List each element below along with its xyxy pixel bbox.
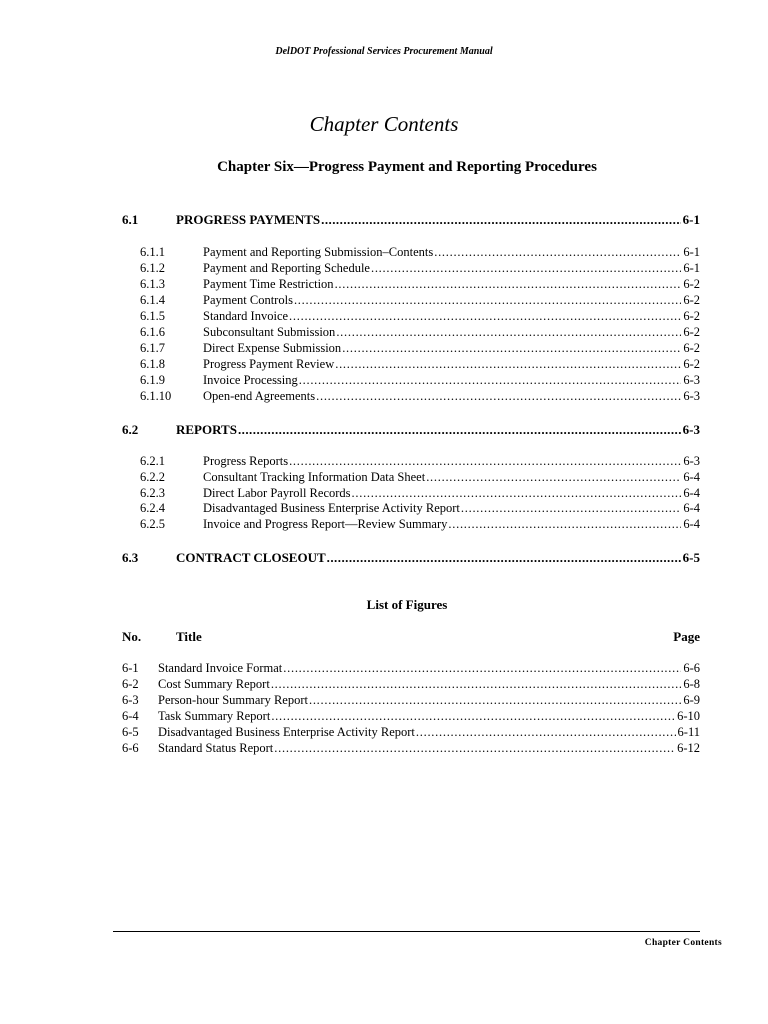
dot-leader bbox=[289, 309, 681, 324]
figure-number: 6-3 bbox=[122, 693, 139, 707]
toc-item-6-1-4[interactable] bbox=[140, 293, 700, 308]
item-page: 6-1 bbox=[683, 261, 700, 275]
item-page: 6-2 bbox=[683, 325, 700, 339]
dot-leader bbox=[426, 470, 681, 485]
dot-leader bbox=[335, 357, 681, 372]
item-page: 6-3 bbox=[683, 454, 700, 468]
item-title: Payment and Reporting Schedule bbox=[203, 261, 370, 275]
dot-leader bbox=[289, 454, 681, 469]
item-number: 6.2.1 bbox=[140, 454, 165, 468]
section-number: 6.1 bbox=[122, 212, 139, 227]
item-number: 6.1.1 bbox=[140, 245, 165, 259]
figure-title: Standard Invoice Format bbox=[158, 661, 283, 675]
figure-row-6-2[interactable] bbox=[122, 677, 700, 692]
column-header-page: Page bbox=[673, 629, 700, 644]
item-title: Disadvantaged Business Enterprise Activity Report bbox=[203, 501, 460, 515]
item-title: Standard Invoice bbox=[203, 309, 289, 323]
dot-leader bbox=[299, 373, 682, 388]
item-title: Direct Labor Payroll Records bbox=[203, 486, 351, 500]
dot-leader bbox=[448, 517, 681, 532]
dot-leader bbox=[309, 693, 681, 708]
toc-item-6-1-3[interactable] bbox=[140, 277, 700, 292]
figure-row-6-6[interactable] bbox=[122, 741, 700, 756]
item-page: 6-4 bbox=[683, 501, 700, 515]
item-title: Direct Expense Submission bbox=[203, 341, 342, 355]
dot-leader bbox=[238, 422, 681, 438]
dot-leader bbox=[336, 325, 681, 340]
section-page: 6-3 bbox=[682, 422, 700, 437]
page-title: Chapter Contents bbox=[309, 112, 459, 136]
item-number: 6.1.8 bbox=[140, 357, 165, 371]
figure-number: 6-1 bbox=[122, 661, 139, 675]
figure-number: 6-4 bbox=[122, 709, 139, 723]
item-number: 6.2.4 bbox=[140, 501, 165, 515]
dot-leader bbox=[274, 741, 675, 756]
figure-page: 6-8 bbox=[683, 677, 700, 691]
item-page: 6-1 bbox=[683, 245, 700, 259]
figure-title: Person-hour Summary Report bbox=[158, 693, 308, 707]
item-number: 6.2.2 bbox=[140, 470, 165, 484]
item-title: Progress Reports bbox=[203, 454, 289, 468]
figure-row-6-5[interactable] bbox=[122, 725, 700, 740]
column-header-title: Title bbox=[176, 629, 202, 644]
item-number: 6.2.3 bbox=[140, 486, 165, 500]
footer-label: Chapter Contents bbox=[644, 938, 722, 948]
item-number: 6.1.7 bbox=[140, 341, 165, 355]
figure-page: 6-10 bbox=[677, 709, 700, 723]
section-number: 6.3 bbox=[122, 550, 139, 565]
toc-item-6-2-1[interactable] bbox=[140, 454, 700, 469]
dot-leader bbox=[316, 389, 681, 404]
item-page: 6-2 bbox=[683, 277, 700, 291]
item-number: 6.1.9 bbox=[140, 373, 165, 387]
section-title: PROGRESS PAYMENTS bbox=[176, 212, 321, 227]
figure-page: 6-9 bbox=[683, 693, 700, 707]
footer-rule bbox=[113, 931, 700, 932]
toc-item-6-1-1[interactable] bbox=[140, 245, 700, 260]
dot-leader bbox=[371, 261, 681, 276]
item-number: 6.1.4 bbox=[140, 293, 165, 307]
item-title: Progress Payment Review bbox=[203, 357, 335, 371]
dot-leader bbox=[461, 501, 681, 516]
toc-item-6-1-7[interactable] bbox=[140, 341, 700, 356]
toc-item-6-1-10[interactable] bbox=[140, 389, 700, 404]
column-header-no: No. bbox=[122, 629, 142, 644]
item-title: Payment Controls bbox=[203, 293, 293, 307]
toc-item-6-1-2[interactable] bbox=[140, 261, 700, 276]
dot-leader bbox=[342, 341, 681, 356]
section-title: CONTRACT CLOSEOUT bbox=[176, 550, 326, 565]
dot-leader bbox=[321, 212, 681, 228]
toc-item-6-2-4[interactable] bbox=[140, 501, 700, 516]
section-number: 6.2 bbox=[122, 422, 139, 437]
figure-number: 6-5 bbox=[122, 725, 139, 739]
item-number: 6.1.10 bbox=[140, 389, 172, 403]
item-page: 6-4 bbox=[683, 517, 700, 531]
item-title: Consultant Tracking Information Data Sheet bbox=[203, 470, 426, 484]
figure-page: 6-11 bbox=[677, 725, 700, 739]
item-page: 6-3 bbox=[683, 389, 700, 403]
item-number: 6.2.5 bbox=[140, 517, 165, 531]
figure-number: 6-2 bbox=[122, 677, 139, 691]
toc-section-6-1[interactable] bbox=[122, 212, 700, 228]
section-page: 6-1 bbox=[682, 212, 700, 227]
toc-item-6-2-5[interactable] bbox=[140, 517, 700, 532]
figure-number: 6-6 bbox=[122, 741, 139, 755]
figure-row-6-1[interactable] bbox=[122, 661, 700, 676]
toc-item-6-2-2[interactable] bbox=[140, 470, 700, 485]
toc-item-6-1-6[interactable] bbox=[140, 325, 700, 340]
toc-section-6-3[interactable] bbox=[122, 550, 700, 566]
section-title: REPORTS bbox=[176, 422, 237, 437]
item-page: 6-2 bbox=[683, 309, 700, 323]
chapter-subtitle: Chapter Six—Progress Payment and Reporting Procedures bbox=[217, 159, 597, 175]
item-page: 6-2 bbox=[683, 357, 700, 371]
item-number: 6.1.2 bbox=[140, 261, 165, 275]
item-title: Invoice and Progress Report—Review Summary bbox=[203, 517, 448, 531]
dot-leader bbox=[271, 677, 682, 692]
dot-leader bbox=[283, 661, 681, 676]
item-page: 6-2 bbox=[683, 293, 700, 307]
item-page: 6-4 bbox=[683, 486, 700, 500]
toc-item-6-1-9[interactable] bbox=[140, 373, 700, 388]
item-number: 6.1.5 bbox=[140, 309, 165, 323]
toc-item-6-1-5[interactable] bbox=[140, 309, 700, 324]
item-title: Open-end Agreements bbox=[203, 389, 316, 403]
item-number: 6.1.3 bbox=[140, 277, 165, 291]
item-title: Invoice Processing bbox=[203, 373, 298, 387]
figure-title: Task Summary Report bbox=[158, 709, 271, 723]
dot-leader bbox=[294, 293, 681, 308]
dot-leader bbox=[335, 277, 682, 292]
figure-page: 6-6 bbox=[683, 661, 700, 675]
item-title: Subconsultant Submission bbox=[203, 325, 336, 339]
item-page: 6-4 bbox=[683, 470, 700, 484]
figure-row-6-4[interactable] bbox=[122, 709, 700, 724]
list-of-figures-heading: List of Figures bbox=[366, 597, 448, 612]
section-page: 6-5 bbox=[682, 550, 700, 565]
figure-page: 6-12 bbox=[677, 741, 700, 755]
dot-leader bbox=[327, 550, 681, 566]
figure-title: Disadvantaged Business Enterprise Activity Report bbox=[158, 725, 415, 739]
item-title: Payment and Reporting Submission–Contents bbox=[203, 245, 434, 259]
toc-section-6-2[interactable] bbox=[122, 422, 700, 438]
dot-leader bbox=[352, 486, 682, 501]
item-page: 6-3 bbox=[683, 373, 700, 387]
toc-item-6-2-3[interactable] bbox=[140, 486, 700, 501]
figure-title: Standard Status Report bbox=[158, 741, 274, 755]
dot-leader bbox=[416, 725, 676, 740]
running-header: DelDOT Professional Services Procurement Manual bbox=[275, 46, 493, 57]
dot-leader bbox=[271, 709, 675, 724]
dot-leader bbox=[434, 245, 681, 260]
toc-item-6-1-8[interactable] bbox=[140, 357, 700, 372]
figure-row-6-3[interactable] bbox=[122, 693, 700, 708]
item-number: 6.1.6 bbox=[140, 325, 165, 339]
item-page: 6-2 bbox=[683, 341, 700, 355]
item-title: Payment Time Restriction bbox=[203, 277, 334, 291]
figure-title: Cost Summary Report bbox=[158, 677, 270, 691]
